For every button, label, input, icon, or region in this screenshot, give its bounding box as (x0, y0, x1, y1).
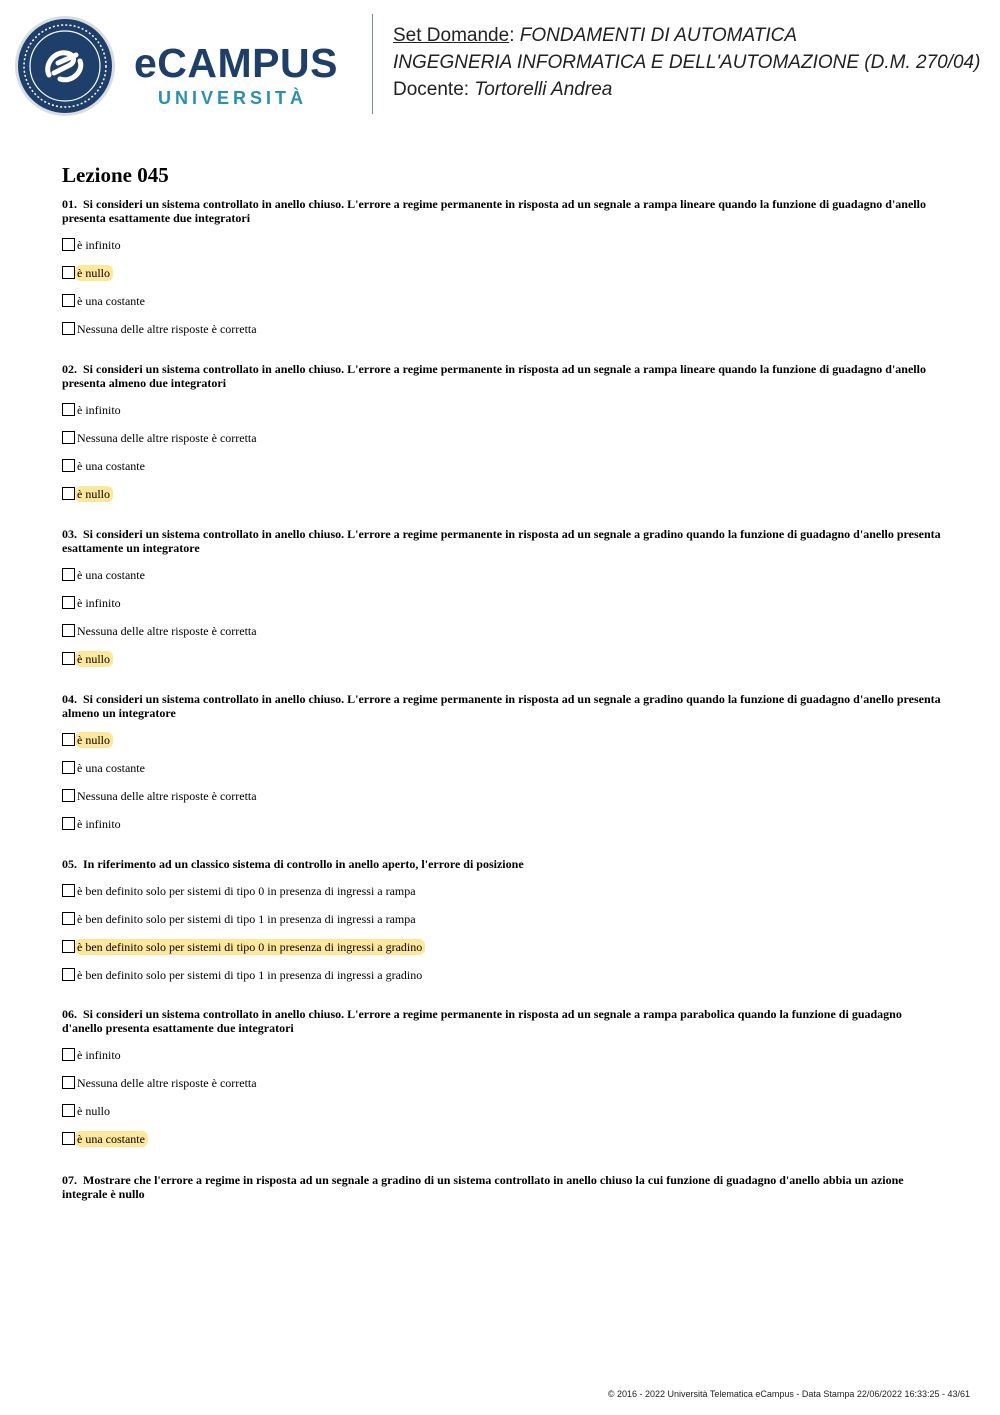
answer-option[interactable] (62, 458, 942, 486)
answer-label: è infinito (77, 403, 121, 417)
answer-checkbox[interactable] (62, 238, 75, 251)
header-divider (372, 14, 373, 114)
page-footer: © 2016 - 2022 Università Telematica eCampus - Data Stampa 22/06/2022 16:33:25 - 43/61 (607, 1389, 970, 1399)
answer-option[interactable] (62, 595, 942, 623)
question-body: Si consideri un sistema controllato in anello chiuso. L'errore a regime permanente in risposta ad un segnale a rampa lineare quando la funzione di guadagno d'anello presenta esattamente due integratori (62, 197, 926, 225)
answer-label: è infinito (77, 1048, 121, 1062)
answer-option[interactable] (62, 967, 942, 995)
answer-option[interactable] (62, 321, 942, 349)
answer-checkbox[interactable] (62, 1132, 75, 1145)
question-body: Si consideri un sistema controllato in anello chiuso. L'errore a regime permanente in risposta ad un segnale a gradino quando la funzione di guadagno d'anello presenta esattamente un integratore (62, 527, 941, 555)
answer-options (62, 1047, 942, 1159)
answer-checkbox[interactable] (62, 1076, 75, 1089)
answer-checkbox[interactable] (62, 459, 75, 472)
question-3 (62, 527, 942, 679)
answer-checkbox[interactable] (62, 789, 75, 802)
answer-checkbox[interactable] (62, 624, 75, 637)
answer-label: Nessuna delle altre risposte è corretta (77, 624, 257, 638)
question-text (62, 1173, 942, 1201)
answer-option[interactable] (62, 567, 942, 595)
answer-label: è infinito (77, 596, 121, 610)
answer-option[interactable] (62, 732, 942, 760)
answer-option[interactable] (62, 939, 942, 967)
set-value: FONDAMENTI DI AUTOMATICA (519, 25, 798, 46)
correct-answer-label: è nullo (75, 265, 113, 281)
question-number: 04. (62, 692, 77, 706)
answer-checkbox[interactable] (62, 761, 75, 774)
answer-option[interactable] (62, 293, 942, 321)
set-label: Set Domande (393, 25, 510, 46)
answer-option[interactable] (62, 651, 942, 679)
correct-answer-label: è ben definito solo per sistemi di tipo 0 in presenza di ingressi a gradino (75, 939, 425, 955)
question-7 (62, 1173, 942, 1201)
question-body: Mostrare che l'errore a regime in risposta ad un segnale a gradino di un sistema controllato in anello chiuso la cui funzione di guadagno d'anello abbia un azione integrale è nullo (62, 1173, 904, 1201)
correct-answer-label: è nullo (75, 732, 113, 748)
correct-answer-label: è nullo (75, 651, 113, 667)
question-number: 03. (62, 527, 77, 541)
answer-option[interactable] (62, 1047, 942, 1075)
answer-label: è ben definito solo per sistemi di tipo 1 in presenza di ingressi a gradino (77, 968, 423, 982)
answer-option[interactable] (62, 1075, 942, 1103)
answer-checkbox[interactable] (62, 266, 75, 279)
answer-option[interactable] (62, 430, 942, 458)
answer-options (62, 402, 942, 514)
answer-options (62, 883, 942, 995)
correct-answer-label: è nullo (75, 486, 113, 502)
course-name: INGEGNERIA INFORMATICA E DELL'AUTOMAZIONE (D.M. 270/04) (393, 52, 981, 73)
answer-checkbox[interactable] (62, 652, 75, 665)
question-body: Si consideri un sistema controllato in anello chiuso. L'errore a regime permanente in risposta ad un segnale a gradino quando la funzione di guadagno d'anello presenta almeno un integratore (62, 692, 941, 720)
set-row (393, 22, 980, 49)
question-2 (62, 362, 942, 514)
answer-checkbox[interactable] (62, 884, 75, 897)
answer-option[interactable] (62, 402, 942, 430)
answer-label: è una costante (77, 761, 145, 775)
answer-label: è infinito (77, 238, 121, 252)
question-number: 07. (62, 1173, 77, 1187)
question-4 (62, 692, 942, 844)
teacher-label: Docente: (393, 79, 475, 100)
lesson-title: Lezione 045 (62, 163, 169, 187)
question-text (62, 1007, 942, 1035)
question-body: In riferimento ad un classico sistema di controllo in anello aperto, l'errore di posizione (83, 857, 524, 871)
page-header (0, 0, 1000, 130)
question-text (62, 857, 942, 871)
ecampus-wordmark (134, 40, 356, 112)
answer-options (62, 567, 942, 679)
question-text (62, 362, 942, 390)
answer-label: Nessuna delle altre risposte è corretta (77, 322, 257, 336)
answer-label: Nessuna delle altre risposte è corretta (77, 1076, 257, 1090)
answer-checkbox[interactable] (62, 431, 75, 444)
correct-answer-label: è una costante (75, 1131, 148, 1147)
answer-options (62, 237, 942, 349)
answer-checkbox[interactable] (62, 733, 75, 746)
answer-option[interactable] (62, 1131, 942, 1159)
teacher-row (393, 76, 980, 103)
answer-option[interactable] (62, 760, 942, 788)
answer-label: è una costante (77, 459, 145, 473)
answer-option[interactable] (62, 911, 942, 939)
answer-option[interactable] (62, 486, 942, 514)
answer-option[interactable] (62, 788, 942, 816)
set-separator: : (509, 25, 520, 46)
answer-label: Nessuna delle altre risposte è corretta (77, 431, 257, 445)
teacher-name: Tortorelli Andrea (474, 79, 613, 100)
answer-option[interactable] (62, 265, 942, 293)
question-body: Si consideri un sistema controllato in anello chiuso. L'errore a regime permanente in risposta ad un segnale a rampa parabolica quando la funzione di guadagno d'anello presenta esattamente due integratori (62, 1007, 902, 1035)
question-text (62, 197, 942, 225)
answer-label: Nessuna delle altre risposte è corretta (77, 789, 257, 803)
question-number: 05. (62, 857, 77, 871)
answer-label: è ben definito solo per sistemi di tipo 1 in presenza di ingressi a rampa (77, 912, 416, 926)
answer-option[interactable] (62, 1103, 942, 1131)
answer-checkbox[interactable] (62, 1048, 75, 1061)
question-1 (62, 197, 942, 349)
answer-checkbox[interactable] (62, 817, 75, 830)
logo-brand-text: eCAMPUS (134, 40, 338, 86)
answer-checkbox[interactable] (62, 968, 75, 981)
answer-option[interactable] (62, 237, 942, 265)
answer-label: è ben definito solo per sistemi di tipo 0 in presenza di ingressi a rampa (77, 884, 416, 898)
university-seal-logo (14, 15, 116, 117)
course-info (393, 22, 980, 103)
answer-checkbox[interactable] (62, 596, 75, 609)
question-text (62, 692, 942, 720)
answer-option[interactable] (62, 816, 942, 844)
question-number: 06. (62, 1007, 77, 1021)
answer-checkbox[interactable] (62, 940, 75, 953)
answer-checkbox[interactable] (62, 568, 75, 581)
answer-checkbox[interactable] (62, 294, 75, 307)
answer-label: è una costante (77, 294, 145, 308)
answer-label: è una costante (77, 568, 145, 582)
answer-options (62, 732, 942, 844)
answer-checkbox[interactable] (62, 1104, 75, 1117)
logo-university-text: UNIVERSITÀ (158, 88, 308, 108)
answer-option[interactable] (62, 623, 942, 651)
question-6 (62, 1007, 942, 1159)
answer-checkbox[interactable] (62, 487, 75, 500)
answer-checkbox[interactable] (62, 403, 75, 416)
answer-label: è nullo (77, 1104, 110, 1118)
answer-checkbox[interactable] (62, 912, 75, 925)
question-body: Si consideri un sistema controllato in anello chiuso. L'errore a regime permanente in risposta ad un segnale a rampa lineare quando la funzione di guadagno d'anello presenta almeno due integratori (62, 362, 926, 390)
question-5 (62, 857, 942, 995)
question-number: 02. (62, 362, 77, 376)
answer-checkbox[interactable] (62, 322, 75, 335)
question-number: 01. (62, 197, 77, 211)
answer-option[interactable] (62, 883, 942, 911)
answer-label: è infinito (77, 817, 121, 831)
question-text (62, 527, 942, 555)
